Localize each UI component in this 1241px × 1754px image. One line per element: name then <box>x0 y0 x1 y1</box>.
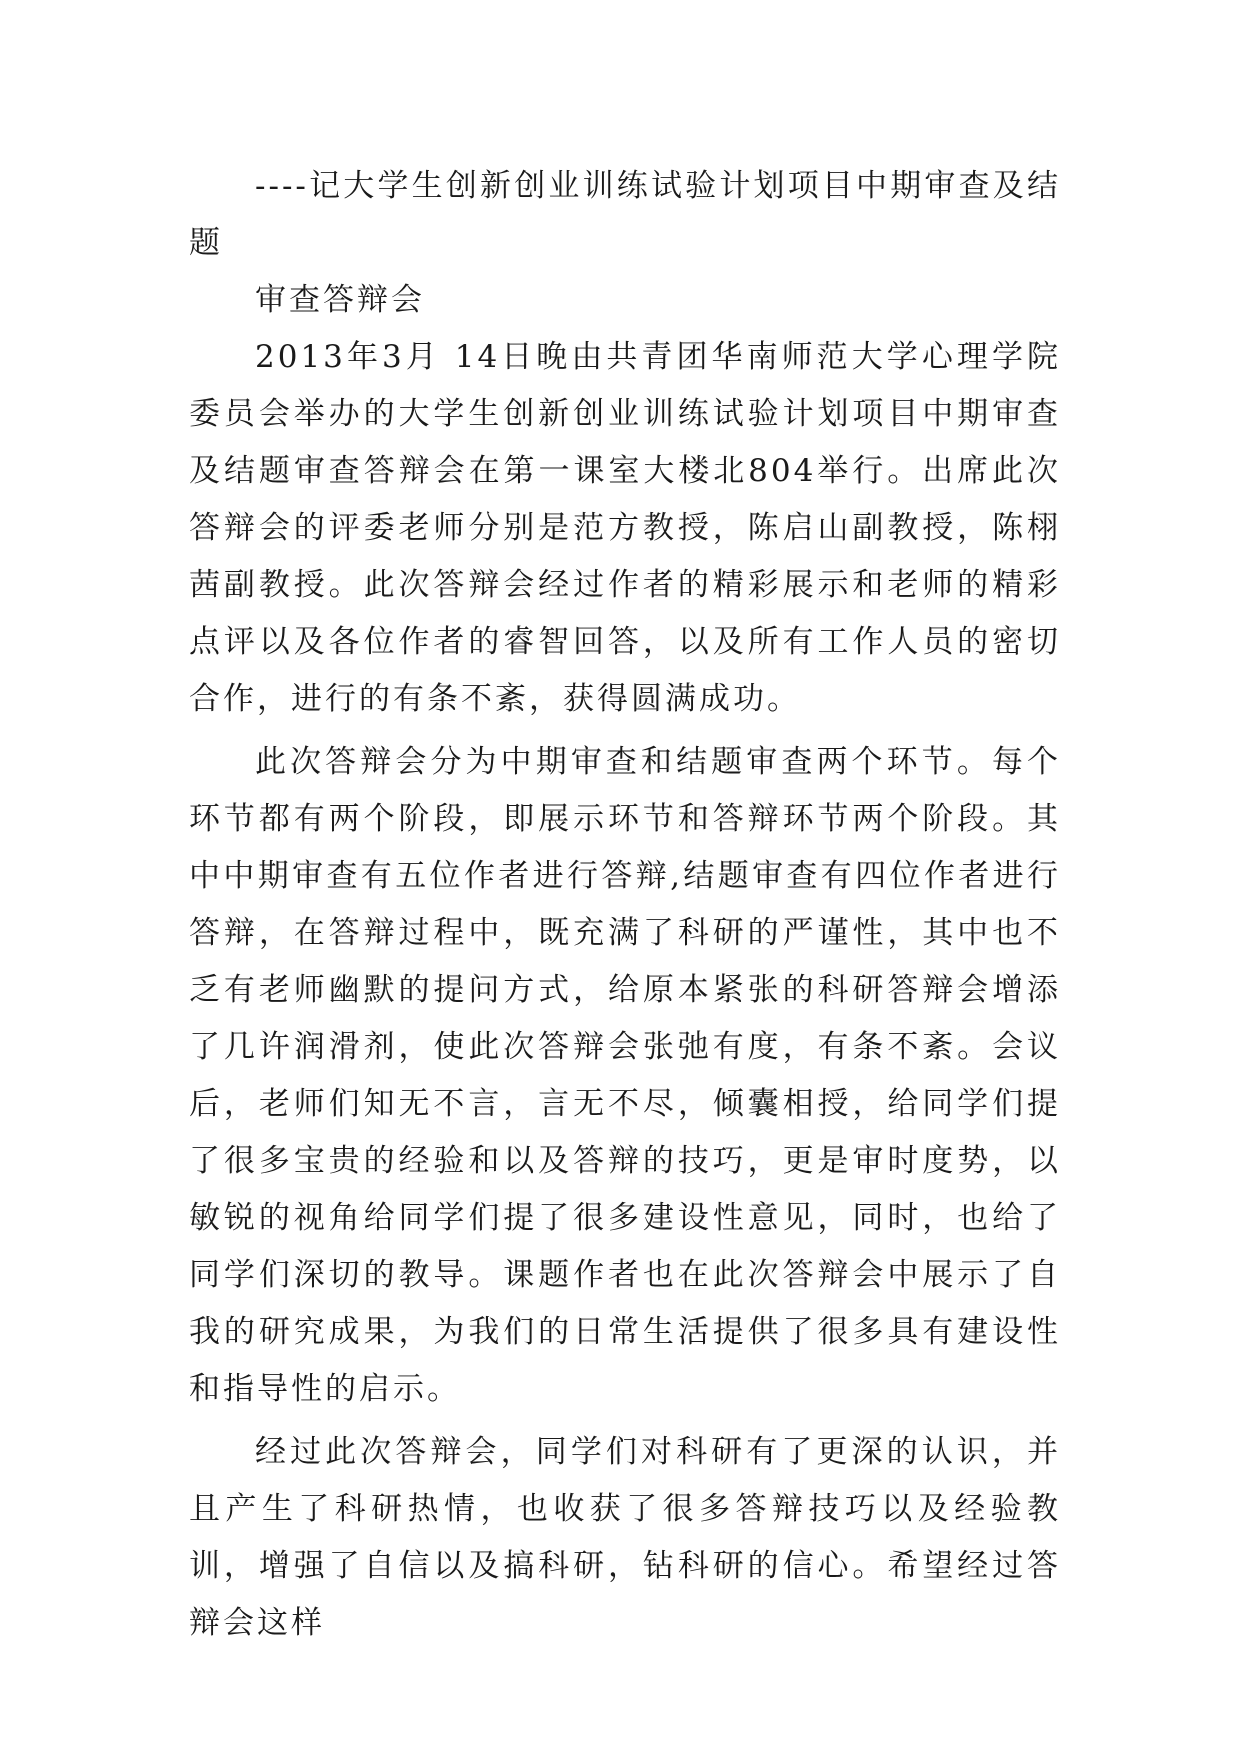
article-subtitle: ----记大学生创新创业训练试验计划项目中期审查及结题 <box>189 168 1061 261</box>
document-body <box>189 158 1061 1652</box>
paragraph-3: 经过此次答辩会，同学们对科研有了更深的认识，并且产生了科研热情，也收获了很多答辩技巧以及经验教训，增强了自信以及搞科研，钻科研的信心。希望经过答辩会这样 <box>189 1434 1061 1641</box>
meeting-name: 审查答辩会 <box>255 282 425 318</box>
paragraph-2: 此次答辩会分为中期审查和结题审查两个环节。每个环节都有两个阶段，即展示环节和答辩环节两个阶段。其中中期审查有五位作者进行答辩,结题审查有四位作者进行答辩，在答辩过程中，既充满了科研的严谨性，其中也不乏有老师幽默的提问方式，给原本紧张的科研答辩会增添了几许润滑剂，使此次答辩会张弛有度，有条不紊。会议后，老师们知无不言，言无不尽，倾囊相授，给同学们提了很多宝贵的经验和以及答辩的技巧，更是审时度势，以敏锐的视角给同学们提了很多建设性意见，同时，也给了同学们深切的教导。课题作者也在此次答辩会中展示了自我的研究成果，为我们的日常生活提供了很多具有建设性和指导性的启示。 <box>189 744 1061 1407</box>
paragraph-1: 2013年3月 14日晚由共青团华南师范大学心理学院委员会举办的大学生创新创业训练试验计划项目中期审查及结题审查答辩会在第一课室大楼北804举行。出席此次答辩会的评委老师分别是范方教授，陈启山副教授，陈栩茜副教授。此次答辩会经过作者的精彩展示和老师的精彩点评以及各位作者的睿智回答，以及所有工作人员的密切合作，进行的有条不紊，获得圆满成功。 <box>189 339 1061 717</box>
